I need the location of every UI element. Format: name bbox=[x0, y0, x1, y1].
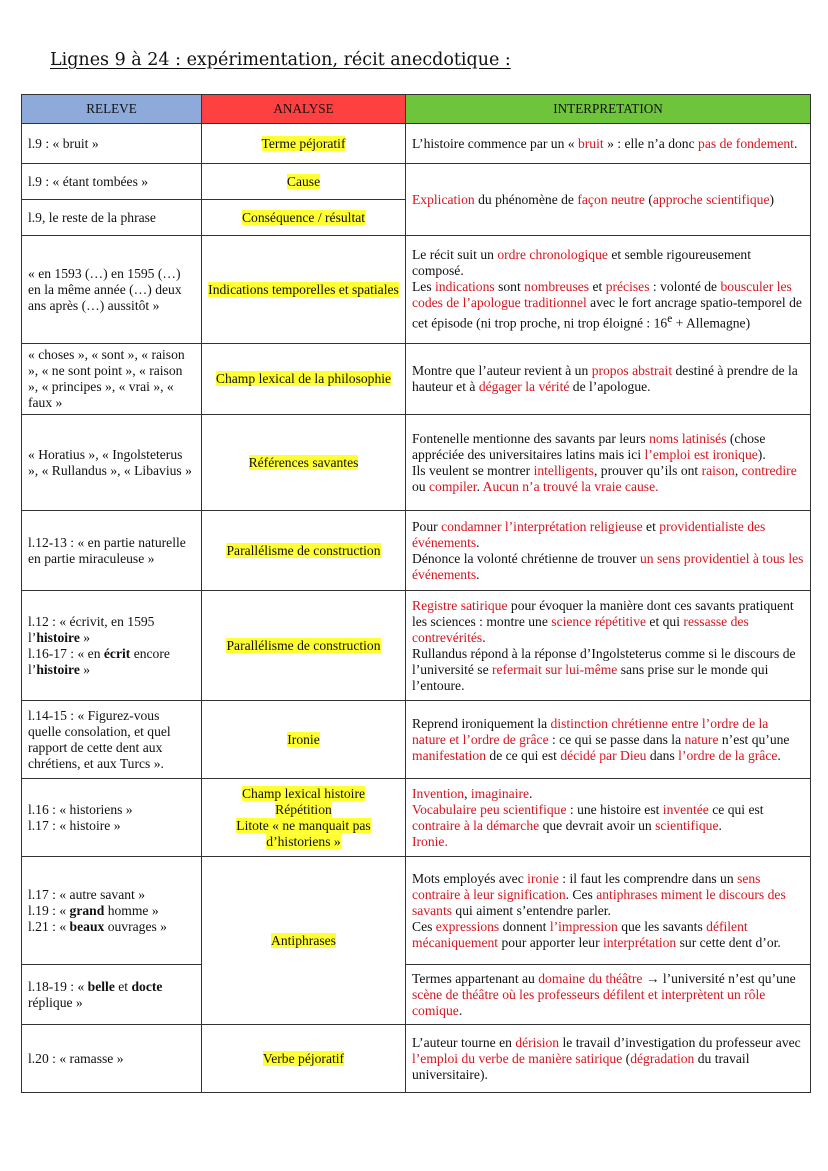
cell-paragraph bbox=[412, 247, 804, 279]
cell-paragraph bbox=[412, 716, 804, 764]
table-row bbox=[22, 591, 811, 701]
cell-text: . bbox=[529, 785, 533, 801]
cell-text: » : elle n’a donc bbox=[603, 135, 699, 151]
cell-text: l.17 : « autre savant » bbox=[28, 886, 146, 902]
analyse-cell bbox=[202, 1025, 406, 1093]
cell-text: ( bbox=[622, 1050, 631, 1066]
cell-paragraph bbox=[412, 834, 804, 850]
cell-text: , bbox=[464, 785, 471, 801]
emphasis-text: précises bbox=[605, 279, 650, 295]
interpretation-cell bbox=[406, 344, 811, 415]
cell-text: Pour bbox=[412, 518, 442, 534]
cell-text: que les savants bbox=[617, 918, 707, 934]
cell-paragraph bbox=[28, 174, 195, 190]
page-title: Lignes 9 à 24 : expérimentation, récit anecdotique : bbox=[50, 50, 511, 70]
cell-text: dans bbox=[646, 747, 679, 763]
cell-paragraph bbox=[412, 786, 804, 802]
cell-text: sur cette dent d’or. bbox=[676, 934, 781, 950]
analyse-cell bbox=[202, 415, 406, 511]
cell-text: . bbox=[777, 747, 781, 763]
cell-text: l.16 : « historiens » bbox=[28, 801, 133, 817]
cell-text: Reprend ironiquement la bbox=[412, 715, 551, 731]
analyse-cell bbox=[202, 511, 406, 591]
emphasis-text: ordre chronologique bbox=[497, 247, 608, 263]
cell-paragraph bbox=[412, 802, 804, 834]
emphasis-text: intelligents bbox=[533, 462, 594, 478]
interpretation-cell bbox=[406, 164, 811, 236]
cell-text: l.9 : « étant tombées » bbox=[28, 173, 149, 189]
table-header-row bbox=[22, 95, 811, 124]
emphasis-text: antiphrases miment le discours des savants bbox=[412, 886, 786, 918]
cell-text: l.21 : « bbox=[28, 918, 70, 934]
interpretation-cell bbox=[406, 779, 811, 857]
analyse-cell bbox=[202, 200, 406, 236]
cell-paragraph bbox=[28, 535, 195, 567]
analyse-line bbox=[208, 455, 399, 471]
cell-text: de l’apologue. bbox=[569, 379, 651, 394]
emphasis-text: l’emploi du verbe de manière satirique bbox=[412, 1050, 623, 1066]
analysis-table bbox=[21, 94, 811, 1093]
cell-paragraph bbox=[412, 871, 804, 919]
emphasis-text: raison bbox=[701, 462, 735, 478]
emphasis-text: scène de théâtre où les professeurs défilent et interprètent un rôle comique bbox=[412, 986, 766, 1018]
cell-text: l.19 : « bbox=[28, 902, 70, 918]
emphasis-text: scientifique bbox=[655, 817, 719, 833]
cell-text: et bbox=[589, 279, 606, 295]
highlighted-term: Litote « ne manquait pas d’historiens » bbox=[236, 817, 371, 849]
interpretation-cell bbox=[406, 965, 811, 1025]
emphasis-text: l’emploi est ironique bbox=[644, 446, 758, 462]
emphasis-text: défilent mécaniquement bbox=[412, 918, 748, 950]
table-row bbox=[22, 701, 811, 779]
emphasis-text: l’ordre de la grâce bbox=[678, 747, 778, 763]
emphasis-text: Explication bbox=[412, 191, 475, 207]
cell-text: du phénomène de bbox=[474, 191, 578, 207]
releve-cell bbox=[22, 200, 202, 236]
analyse-cell bbox=[202, 124, 406, 164]
emphasis-text: nature bbox=[684, 731, 719, 747]
highlighted-term: Parallélisme de construction bbox=[226, 542, 381, 558]
cell-text: que devrait avoir un bbox=[539, 817, 656, 833]
emphasis-text: dégager la vérité bbox=[478, 379, 570, 394]
releve-cell bbox=[22, 701, 202, 779]
cell-paragraph bbox=[28, 1051, 195, 1067]
cell-text: Ils veulent se montrer bbox=[412, 462, 534, 478]
cell-text: ) bbox=[769, 191, 775, 207]
cell-text: l.16-17 : « en bbox=[28, 645, 104, 661]
interpretation-cell bbox=[406, 1025, 811, 1093]
emphasis-text: décidé par Dieu bbox=[560, 747, 647, 763]
cell-text: avec le fort ancrage spatio-temporel de cet épisode (ni trop proche, ni trop éloigné : 16 bbox=[412, 295, 802, 331]
analyse-cell bbox=[202, 857, 406, 1025]
analyse-line bbox=[208, 818, 399, 850]
cell-text: . bbox=[482, 629, 486, 645]
cell-paragraph bbox=[412, 279, 804, 332]
cell-text: L’auteur tourne en bbox=[412, 1034, 516, 1050]
cell-text: . bbox=[476, 478, 483, 494]
cell-text: : ce qui se passe dans la bbox=[548, 731, 685, 747]
interpretation-cell bbox=[406, 236, 811, 344]
analyse-cell bbox=[202, 344, 406, 415]
cell-paragraph bbox=[412, 971, 804, 1019]
cell-text: histoire bbox=[36, 661, 80, 677]
cell-text: du travail universitaire). bbox=[412, 1050, 750, 1082]
cell-paragraph bbox=[412, 598, 804, 646]
highlighted-term: Cause bbox=[286, 173, 321, 189]
interpretation-cell bbox=[406, 701, 811, 779]
cell-text: pour apporter leur bbox=[498, 934, 603, 950]
cell-text: L’histoire commence par un « bbox=[412, 135, 578, 151]
releve-cell bbox=[22, 1025, 202, 1093]
emphasis-text: un sens providentiel à tous les événements bbox=[412, 550, 804, 582]
releve-cell bbox=[22, 857, 202, 965]
cell-text: . bbox=[793, 135, 798, 151]
analyse-line bbox=[208, 933, 399, 949]
table-row bbox=[22, 415, 811, 511]
emphasis-text: compiler bbox=[429, 478, 477, 494]
releve-cell bbox=[22, 779, 202, 857]
cell-paragraph bbox=[28, 887, 195, 903]
cell-paragraph bbox=[28, 979, 195, 1011]
table-row bbox=[22, 124, 811, 164]
emphasis-text: distinction chrétienne entre l’ordre de la nature et l’ordre de grâce bbox=[412, 715, 769, 747]
cell-text: l.20 : « ramasse » bbox=[28, 1050, 124, 1066]
cell-text: , prouver qu’ils ont bbox=[593, 462, 702, 478]
emphasis-text: Registre satirique bbox=[412, 597, 508, 613]
cell-text: l.9 : « bruit » bbox=[28, 135, 99, 151]
cell-paragraph bbox=[412, 363, 804, 395]
cell-text: de ce qui est bbox=[486, 747, 561, 763]
cell-text: + Allemagne) bbox=[672, 315, 751, 331]
cell-text: Rullandus répond à la réponse d’Ingolsteterus comme si le discours de l’université se bbox=[412, 645, 796, 677]
emphasis-text: façon neutre bbox=[577, 191, 645, 207]
cell-text: l.17 : « histoire » bbox=[28, 817, 121, 833]
cell-paragraph bbox=[28, 447, 195, 479]
emphasis-text: providentialiste des événements bbox=[412, 518, 766, 550]
cell-text: et bbox=[642, 518, 660, 534]
emphasis-text: domaine du théâtre bbox=[538, 970, 643, 986]
analyse-line bbox=[208, 136, 399, 152]
emphasis-text: Invention bbox=[412, 785, 465, 801]
cell-text: donnent bbox=[499, 918, 550, 934]
header-releve: RELEVE bbox=[22, 95, 202, 124]
cell-text: . bbox=[476, 534, 480, 550]
analyse-cell bbox=[202, 779, 406, 857]
cell-text: « choses », « sont », « raison », « ne sont point », « raison », « principes », « vrai », « faux » bbox=[28, 347, 185, 410]
highlighted-term: Parallélisme de construction bbox=[226, 637, 381, 653]
table-row bbox=[22, 236, 811, 344]
cell-text: le travail d’investigation du professeur avec bbox=[559, 1034, 801, 1050]
cell-text: « Horatius », « Ingolsteterus », « Rullandus », « Libavius » bbox=[28, 446, 192, 478]
emphasis-text: bruit bbox=[577, 135, 604, 151]
cell-text: : volonté de bbox=[649, 279, 721, 295]
cell-paragraph bbox=[412, 192, 804, 208]
emphasis-text: bousculer les codes de l’apologue traditionnel bbox=[412, 279, 792, 311]
cell-paragraph bbox=[28, 903, 195, 919]
analyse-line bbox=[208, 282, 399, 298]
cell-paragraph bbox=[28, 708, 195, 772]
analyse-line bbox=[208, 638, 399, 654]
emphasis-text: nombreuses bbox=[524, 279, 590, 295]
header-analyse: ANALYSE bbox=[202, 95, 406, 124]
cell-text: homme » bbox=[104, 902, 159, 918]
cell-text: : une histoire est bbox=[566, 801, 663, 817]
interpretation-cell bbox=[406, 857, 811, 965]
cell-text: et qui bbox=[646, 613, 684, 629]
analyse-cell bbox=[202, 164, 406, 200]
releve-cell bbox=[22, 591, 202, 701]
releve-cell bbox=[22, 236, 202, 344]
cell-paragraph bbox=[28, 646, 195, 678]
analyse-line bbox=[208, 732, 399, 748]
emphasis-text: Ironie. bbox=[412, 833, 448, 849]
cell-paragraph bbox=[28, 818, 195, 834]
emphasis-text: indications bbox=[435, 279, 495, 295]
interpretation-cell bbox=[406, 124, 811, 164]
cell-text: histoire bbox=[36, 629, 80, 645]
cell-text: ). bbox=[757, 446, 766, 462]
cell-text: ou bbox=[412, 478, 429, 494]
cell-text: l.9, le reste de la phrase bbox=[28, 209, 156, 225]
header-interpretation: INTERPRETATION bbox=[406, 95, 811, 124]
cell-text: . bbox=[476, 566, 480, 582]
cell-text: belle bbox=[87, 978, 115, 994]
emphasis-text: inventée bbox=[662, 801, 709, 817]
emphasis-text: contredire bbox=[741, 462, 797, 478]
highlighted-term: Terme péjoratif bbox=[261, 135, 346, 151]
highlighted-term: Conséquence / résultat bbox=[241, 209, 366, 225]
emphasis-text: imaginaire bbox=[470, 785, 530, 801]
cell-text: » bbox=[79, 629, 91, 645]
cell-text: ce qui est bbox=[708, 801, 764, 817]
cell-text: réplique » bbox=[28, 994, 83, 1010]
cell-text: qui aiment s’entendre parler. bbox=[452, 902, 611, 918]
highlighted-term: Verbe péjoratif bbox=[262, 1050, 345, 1066]
cell-paragraph bbox=[28, 347, 195, 411]
cell-text: sans prise sur le monde qui l’entoure. bbox=[412, 661, 769, 693]
analyse-line bbox=[208, 802, 399, 818]
cell-text: l.12 : « écrivit, en 1595 l’ bbox=[28, 613, 155, 645]
emphasis-text: manifestation bbox=[412, 747, 486, 763]
cell-paragraph bbox=[28, 919, 195, 935]
emphasis-text: contraire à la démarche bbox=[412, 817, 540, 833]
highlighted-term: Références savantes bbox=[248, 454, 359, 470]
cell-paragraph bbox=[28, 210, 195, 226]
cell-text: Le récit suit un bbox=[412, 247, 498, 263]
cell-text: Fontenelle mentionne des savants par leurs bbox=[412, 430, 650, 446]
table-row bbox=[22, 965, 811, 1025]
cell-text: Mots employés avec bbox=[412, 870, 528, 886]
analyse-cell bbox=[202, 236, 406, 344]
emphasis-text: ironie bbox=[527, 870, 559, 886]
highlighted-term: Champ lexical de la philosophie bbox=[215, 371, 392, 386]
highlighted-term: Ironie bbox=[287, 731, 320, 747]
releve-cell bbox=[22, 415, 202, 511]
emphasis-text: noms latinisés bbox=[649, 430, 727, 446]
cell-text: grand bbox=[69, 902, 105, 918]
cell-text: l.14-15 : « Figurez-vous quelle consolation, et quel rapport de cette dent aux chrétiens, et aux Turcs ». bbox=[28, 707, 171, 771]
cell-paragraph bbox=[28, 266, 195, 314]
emphasis-text: l’impression bbox=[549, 918, 618, 934]
analyse-cell bbox=[202, 701, 406, 779]
cell-text: → l’université n’est qu’une bbox=[642, 970, 796, 986]
cell-text: : il faut les comprendre dans un bbox=[558, 870, 738, 886]
emphasis-text: interprétation bbox=[603, 934, 677, 950]
interpretation-cell bbox=[406, 591, 811, 701]
cell-paragraph bbox=[412, 1035, 804, 1083]
cell-paragraph bbox=[412, 551, 804, 583]
cell-text: Dénonce la volonté chrétienne de trouver bbox=[412, 550, 640, 566]
cell-paragraph bbox=[412, 919, 804, 951]
table-row bbox=[22, 1025, 811, 1093]
cell-text: l.18-19 : « bbox=[28, 978, 88, 994]
analyse-line bbox=[208, 543, 399, 559]
emphasis-text: dérision bbox=[515, 1034, 560, 1050]
cell-paragraph bbox=[412, 136, 804, 152]
table-row bbox=[22, 857, 811, 965]
analyse-line bbox=[208, 786, 399, 802]
cell-text: ouvrages » bbox=[104, 918, 167, 934]
analyse-line bbox=[208, 371, 399, 387]
cell-text: sont bbox=[494, 279, 525, 295]
cell-text: e bbox=[667, 313, 673, 326]
cell-text: » bbox=[79, 661, 91, 677]
analyse-line bbox=[208, 174, 399, 190]
cell-text: Montre que l’auteur revient à un bbox=[412, 363, 592, 378]
cell-text: , bbox=[734, 462, 742, 478]
releve-cell bbox=[22, 344, 202, 415]
cell-text: Ces bbox=[412, 918, 436, 934]
emphasis-text: dégradation bbox=[630, 1050, 695, 1066]
cell-text: l.12-13 : « en partie naturelle en partie miraculeuse » bbox=[28, 534, 186, 566]
analyse-line bbox=[208, 1051, 399, 1067]
emphasis-text: ressasse des contrevérités bbox=[412, 613, 749, 645]
cell-text: ( bbox=[644, 191, 653, 207]
cell-text: (chose appréciée des universitaires latins mais ici bbox=[412, 430, 766, 462]
cell-text: et semble rigoureusement composé. bbox=[412, 247, 752, 279]
table-row bbox=[22, 344, 811, 415]
highlighted-term: Antiphrases bbox=[271, 932, 336, 948]
highlighted-term: Champ lexical histoire bbox=[241, 785, 366, 801]
analyse-line bbox=[208, 210, 399, 226]
emphasis-text: propos abstrait bbox=[591, 363, 673, 378]
releve-cell bbox=[22, 965, 202, 1025]
table-row bbox=[22, 164, 811, 200]
emphasis-text: approche scientifique bbox=[652, 191, 770, 207]
cell-text: Les bbox=[412, 279, 436, 295]
cell-text: . bbox=[458, 1002, 463, 1018]
table-row bbox=[22, 779, 811, 857]
cell-text: . Ces bbox=[565, 886, 597, 902]
cell-text: beaux bbox=[69, 918, 105, 934]
emphasis-text: condamner l’interprétation religieuse bbox=[441, 518, 643, 534]
cell-text: . bbox=[718, 817, 722, 833]
cell-paragraph bbox=[28, 614, 195, 646]
interpretation-cell bbox=[406, 415, 811, 511]
emphasis-text: sens contraire à leur signification bbox=[412, 870, 761, 902]
cell-paragraph bbox=[412, 519, 804, 551]
releve-cell bbox=[22, 124, 202, 164]
cell-text: Termes appartenant au bbox=[412, 970, 539, 986]
releve-cell bbox=[22, 511, 202, 591]
emphasis-text: pas de fondement bbox=[698, 135, 794, 151]
analyse-cell bbox=[202, 591, 406, 701]
highlighted-term: Indications temporelles et spatiales bbox=[208, 281, 399, 297]
cell-text: n’est qu’une bbox=[718, 731, 790, 747]
cell-paragraph bbox=[28, 802, 195, 818]
emphasis-text: refermait sur lui-même bbox=[492, 661, 618, 677]
emphasis-text: expressions bbox=[435, 918, 500, 934]
cell-text: pour évoquer la manière dont ces savants pratiquent les sciences : montre une bbox=[412, 597, 794, 629]
cell-paragraph bbox=[412, 646, 804, 694]
cell-text: docte bbox=[131, 978, 163, 994]
cell-paragraph bbox=[28, 136, 195, 152]
interpretation-cell bbox=[406, 511, 811, 591]
cell-text: destiné à prendre de la hauteur et à bbox=[412, 363, 798, 394]
emphasis-text: science répétitive bbox=[551, 613, 647, 629]
cell-text: écrit bbox=[103, 645, 131, 661]
cell-text: et bbox=[114, 978, 132, 994]
table-row bbox=[22, 511, 811, 591]
emphasis-text: Aucun n’a trouvé la vraie cause. bbox=[482, 478, 659, 494]
emphasis-text: Vocabulaire peu scientifique bbox=[412, 801, 567, 817]
cell-paragraph bbox=[412, 431, 804, 463]
cell-text: « en 1593 (…) en 1595 (…) en la même année (…) deux ans après (…) aussitôt » bbox=[28, 265, 182, 313]
highlighted-term: Répétition bbox=[275, 801, 332, 817]
releve-cell bbox=[22, 164, 202, 200]
cell-paragraph bbox=[412, 463, 804, 495]
cell-text: encore l’ bbox=[28, 645, 170, 677]
